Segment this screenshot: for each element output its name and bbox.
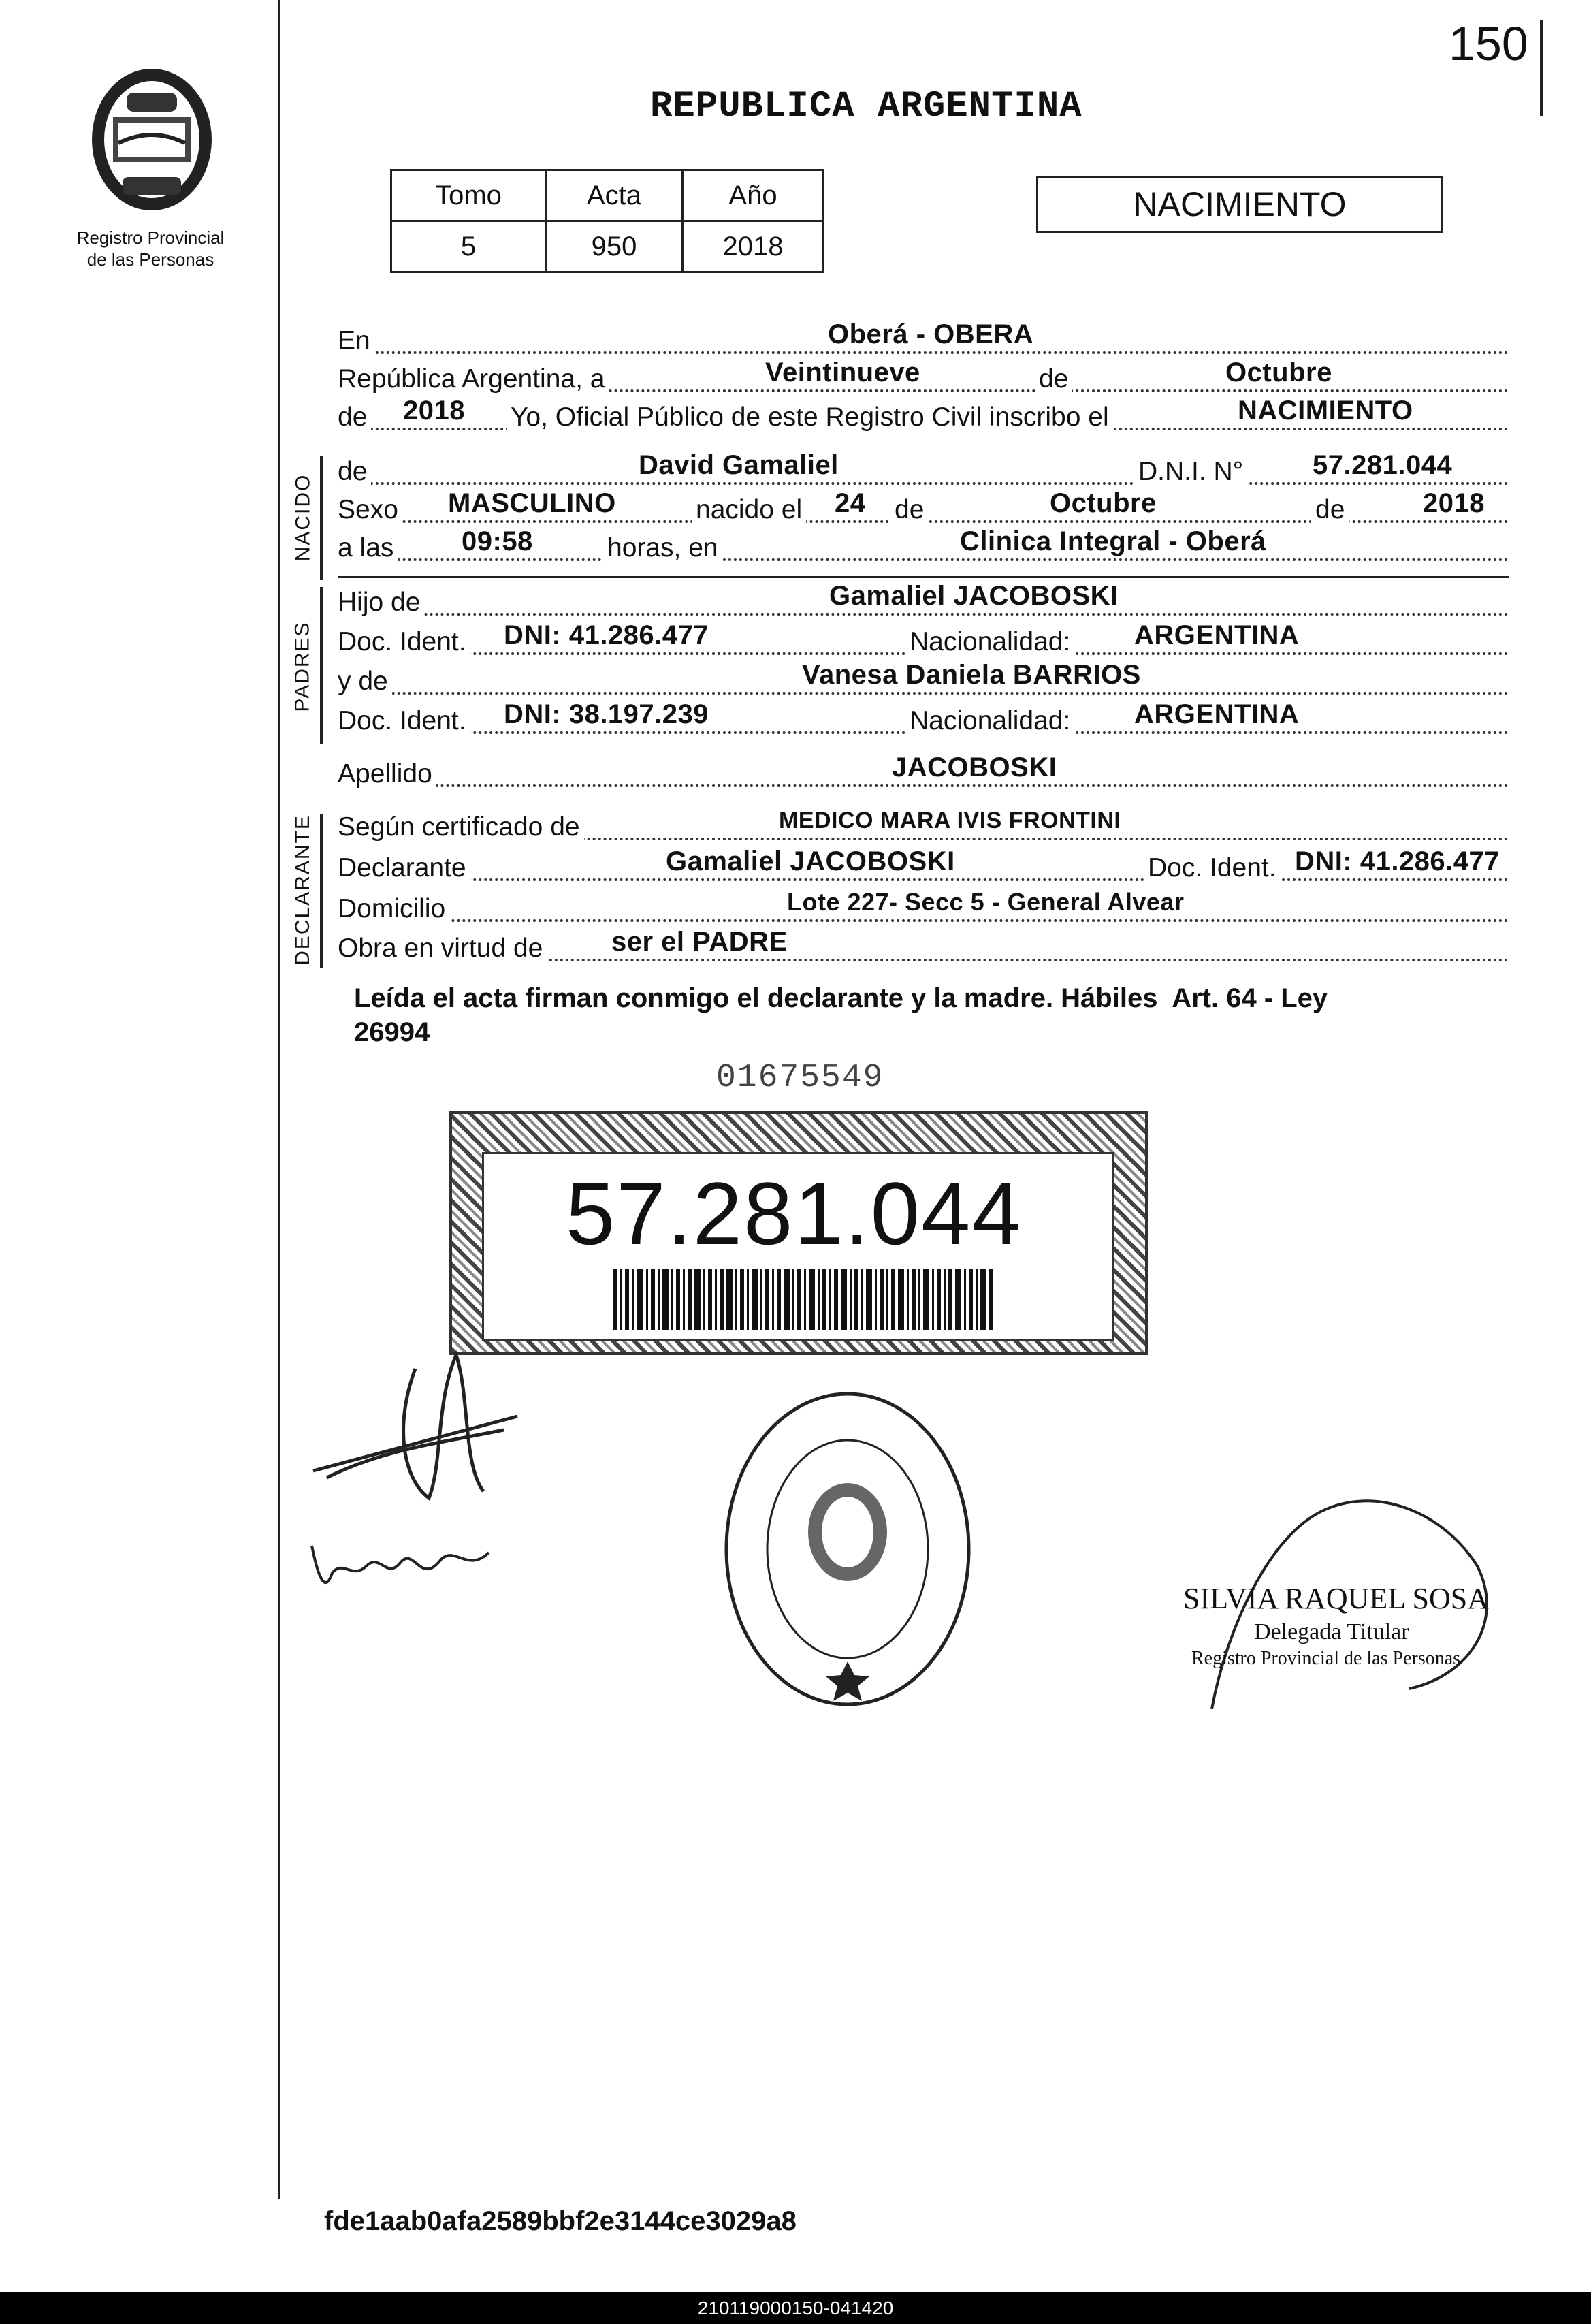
label-y-de: y de [338,663,392,700]
label-nacionalidad-madre: Nacionalidad: [905,703,1074,739]
value-madre: Vanesa Daniela BARRIOS [802,660,1141,690]
label-dni: D.N.I. N° [1134,453,1247,490]
acta-table [390,169,824,273]
header-anio: Año [683,170,824,221]
closing-text-line1: Leída el acta firman conmigo el declarante y la madre. Hábiles Art. 64 - Ley [354,983,1328,1013]
label-domicilio: Domicilio [338,891,449,927]
value-dia: Veintinueve [765,357,920,387]
field-obra [338,927,1509,968]
value-dni-declarante: DNI: 41.286.477 [1295,846,1500,876]
value-hora: 09:58 [462,526,533,556]
value-tipo-inscripcion: NACIMIENTO [1238,396,1413,426]
field-segun [338,810,1509,847]
value-anio-inscripcion: 2018 [403,396,465,426]
label-hijo-de: Hijo de [338,584,424,621]
control-number: 01675549 [716,1060,884,1096]
label-de: de [338,399,371,436]
label-en: En [338,323,374,360]
value-dni-padre: DNI: 41.286.477 [504,620,709,650]
label-obra: Obra en virtud de [338,930,547,967]
value-dni-madre: DNI: 38.197.239 [504,699,709,729]
field-apellido [338,752,1509,794]
section-nacido-bar [320,456,323,580]
label-doc-padre: Doc. Ident. [338,624,470,660]
value-anio: 2018 [683,221,824,272]
section-declarante-bar [320,814,323,968]
header-acta: Acta [546,170,683,221]
section-padres-label: PADRES [291,621,314,712]
label-nacionalidad-padre: Nacionalidad: [905,624,1074,660]
value-mes: Octubre [1225,357,1332,387]
label-segun: Según certificado de [338,809,584,846]
official-org: Registro Provincial de las Personas [1191,1648,1461,1669]
value-nacionalidad-padre: ARGENTINA [1134,620,1300,650]
value-declarante: Gamaliel JACOBOSKI [666,846,955,876]
left-margin-line [278,0,280,2199]
value-en: Oberá - OBERA [828,319,1034,349]
value-lugar-nacimiento: Clinica Integral - Oberá [960,526,1266,556]
field-de-anio [338,396,1509,437]
label-de-mes: de [1035,361,1072,398]
signature-declarante [300,1341,531,1505]
value-tomo: 5 [391,221,546,272]
value-dni: 57.281.044 [1313,450,1453,480]
section-padres-bar [320,587,323,744]
page-number: 150 [1449,17,1528,70]
footer-code: 210119000150-041420 [697,2297,894,2319]
value-domicilio: Lote 227- Secc 5 - General Alvear [787,888,1185,916]
value-apellido: JACOBOSKI [892,752,1057,782]
label-de-nombre: de [338,453,371,490]
value-anio-nacimiento: 2018 [1423,488,1485,518]
signature-madre [305,1525,509,1607]
dni-sticker [482,1152,1114,1341]
record-type: NACIMIENTO [1133,185,1347,223]
field-domicilio [338,888,1509,929]
field-doc-madre [338,699,1509,741]
official-role: Delegada Titular [1254,1619,1409,1644]
barcode [613,1269,995,1330]
label-inscribo: Yo, Oficial Público de este Registro Civil inscribo el [507,399,1113,436]
value-padre: Gamaliel JACOBOSKI [829,581,1119,611]
value-acta: 950 [546,221,683,272]
label-nacido-el: nacido el [692,492,806,528]
label-republica: República Argentina, a [338,361,609,398]
page-number-rule [1540,20,1543,116]
label-declarante: Declarante [338,850,470,887]
label-de-mes-nac: de [890,492,928,528]
logo-caption-line2: de las Personas [86,249,214,270]
section-nacido-label: NACIDO [291,473,314,562]
value-dia-nacimiento: 24 [835,488,866,518]
label-doc-madre: Doc. Ident. [338,703,470,739]
label-apellido: Apellido [338,756,436,793]
page-title: REPUBLICA ARGENTINA [650,86,1082,127]
record-type-box [1036,176,1443,233]
official-name: SILVIA RAQUEL SOSA [1183,1582,1490,1615]
value-sexo: MASCULINO [448,488,616,518]
field-declarante [338,846,1509,888]
field-hora [338,526,1509,568]
label-horas-en: horas, en [603,530,722,567]
label-sexo: Sexo [338,492,402,528]
document-hash: fde1aab0afa2589bbf2e3144ce3029a8 [324,2206,797,2236]
logo-caption-line1: Registro Provincial [76,227,225,248]
dni-sticker-number: 57.281.044 [566,1164,1023,1263]
label-a-las: a las [338,530,398,567]
label-de-anio-nac: de [1311,492,1349,528]
header-tomo: Tomo [391,170,546,221]
field-en [338,319,1509,361]
section-declarante-label: DECLARANTE [291,814,314,966]
value-nombre: David Gamaliel [639,450,839,480]
logo [74,61,230,218]
value-nacionalidad-madre: ARGENTINA [1134,699,1300,729]
round-seal [722,1389,974,1709]
value-mes-nacimiento: Octubre [1050,488,1157,518]
value-obra: ser el PADRE [611,927,788,957]
value-certificado: MEDICO MARA IVIS FRONTINI [779,808,1121,833]
label-doc-declarante: Doc. Ident. [1144,850,1281,887]
footer-bar [0,2292,1591,2324]
closing-text-line2: 26994 [354,1017,430,1047]
